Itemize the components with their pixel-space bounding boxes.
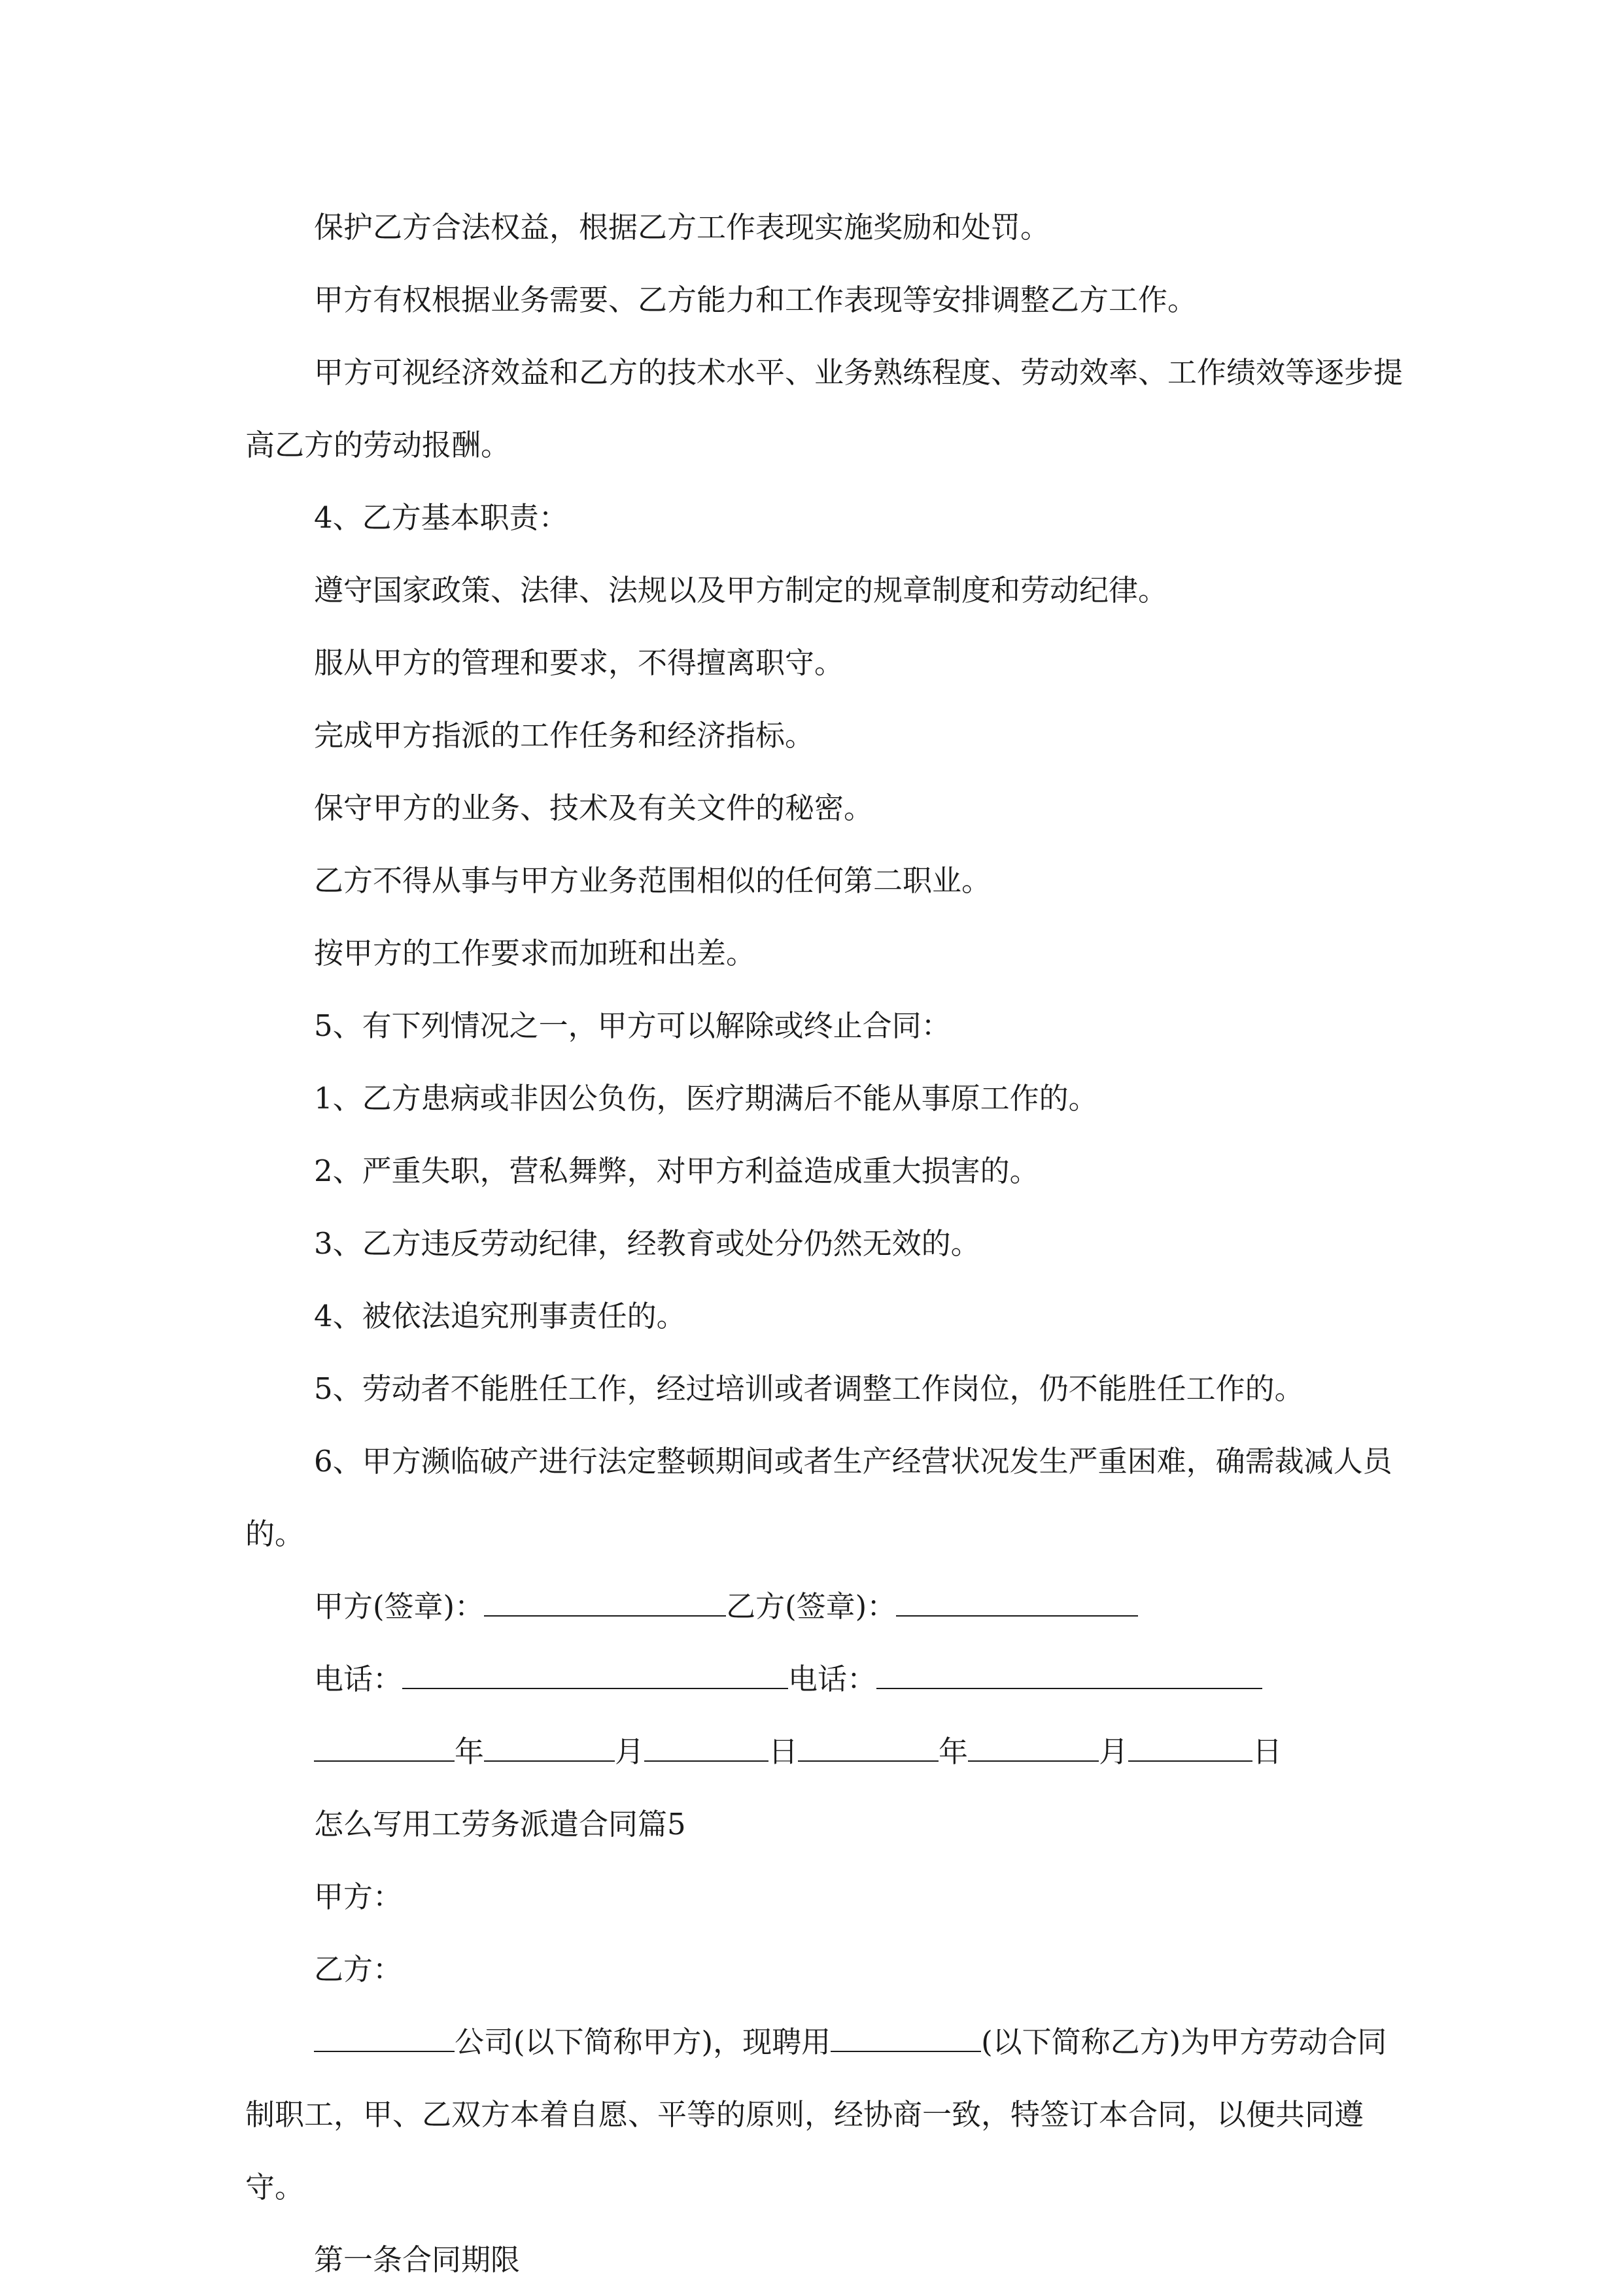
- termination-item-3: 3、乙方违反劳动纪律，经教育或处分仍然无效的。: [314, 1226, 980, 1261]
- duty-overtime: 按甲方的工作要求而加班和出差。: [314, 936, 756, 970]
- termination-item-2: 2、严重失职，营私舞弊，对甲方利益造成重大损害的。: [314, 1154, 1039, 1188]
- duty-no-second-job: 乙方不得从事与甲方业务范围相似的任何第二职业。: [314, 863, 992, 898]
- party-a-phone-blank: [402, 1662, 788, 1689]
- party-a-signature-label: 甲方(签章)：: [314, 1589, 485, 1624]
- date-a-day-blank: [644, 1734, 768, 1762]
- party-b-signature-blank: [896, 1589, 1138, 1617]
- section-intro: [245, 2006, 1406, 2223]
- duty-obey: 服从甲方的管理和要求，不得擅离职守。: [314, 645, 844, 680]
- heading-termination: 5、有下列情况之一，甲方可以解除或终止合同：: [314, 1008, 951, 1043]
- party-a-phone-label: 电话：: [314, 1662, 403, 1696]
- paragraph-adjust-work: 甲方有权根据业务需要、乙方能力和工作表现等安排调整乙方工作。: [314, 283, 1198, 317]
- date-b-day-label: 日: [1252, 1734, 1283, 1769]
- party-b-phone-label: 电话：: [788, 1662, 877, 1696]
- date-a-day-label: 日: [768, 1734, 799, 1769]
- company-name-blank: [314, 2025, 455, 2052]
- date-a-year-label: 年: [455, 1734, 485, 1769]
- heading-duties: 4、乙方基本职责：: [314, 500, 568, 535]
- section-party-b: 乙方：: [314, 1952, 403, 1987]
- date-line: [314, 1715, 1475, 1788]
- section-party-a: 甲方：: [314, 1879, 403, 1914]
- date-a-year-blank: [314, 1734, 455, 1762]
- signature-line: [314, 1570, 1475, 1643]
- party-a-signature-blank: [484, 1589, 726, 1617]
- date-b-year-label: 年: [939, 1734, 969, 1769]
- employee-name-blank: [831, 2025, 981, 2052]
- date-b-year-blank: [798, 1734, 939, 1762]
- intro-rest-text: (以下简称乙方)为甲方劳动合同制职工，甲、乙双方本着自愿、平等的原则，经协商一致，特签订本合同，以便共同遵守。: [245, 2025, 1387, 2204]
- duty-secrets: 保守甲方的业务、技术及有关文件的秘密。: [314, 791, 874, 825]
- termination-item-6: 6、甲方濒临破产进行法定整顿期间或者生产经营状况发生严重困难，确需裁减人员的。: [245, 1444, 1392, 1551]
- party-b-signature-label: 乙方(签章)：: [726, 1589, 897, 1624]
- termination-item-1: 1、乙方患病或非因公负伤，医疗期满后不能从事原工作的。: [314, 1081, 1098, 1116]
- date-a-month-blank: [484, 1734, 615, 1762]
- party-b-phone-blank: [876, 1662, 1262, 1689]
- date-a-month-label: 月: [615, 1734, 645, 1769]
- date-b-month-blank: [968, 1734, 1099, 1762]
- article-1-heading: 第一条合同期限: [314, 2242, 521, 2277]
- date-b-day-blank: [1128, 1734, 1252, 1762]
- paragraph-rights: 保护乙方合法权益，根据乙方工作表现实施奖励和处罚。: [314, 210, 1050, 245]
- date-b-month-label: 月: [1099, 1734, 1129, 1769]
- paragraph-remuneration: 甲方可视经济效益和乙方的技术水平、业务熟练程度、劳动效率、工作绩效等逐步提高乙方的劳动报酬。: [245, 355, 1404, 462]
- duty-tasks: 完成甲方指派的工作任务和经济指标。: [314, 718, 815, 753]
- termination-item-4: 4、被依法追究刑事责任的。: [314, 1299, 686, 1333]
- termination-item-5: 5、劳动者不能胜任工作，经过培训或者调整工作岗位，仍不能胜任工作的。: [314, 1371, 1304, 1406]
- section-title: 怎么写用工劳务派遣合同篇5: [314, 1807, 686, 1842]
- intro-company-text: 公司(以下简称甲方)，现聘用: [455, 2025, 831, 2059]
- phone-line: [314, 1643, 1475, 1715]
- duty-comply: 遵守国家政策、法律、法规以及甲方制定的规章制度和劳动纪律。: [314, 573, 1168, 608]
